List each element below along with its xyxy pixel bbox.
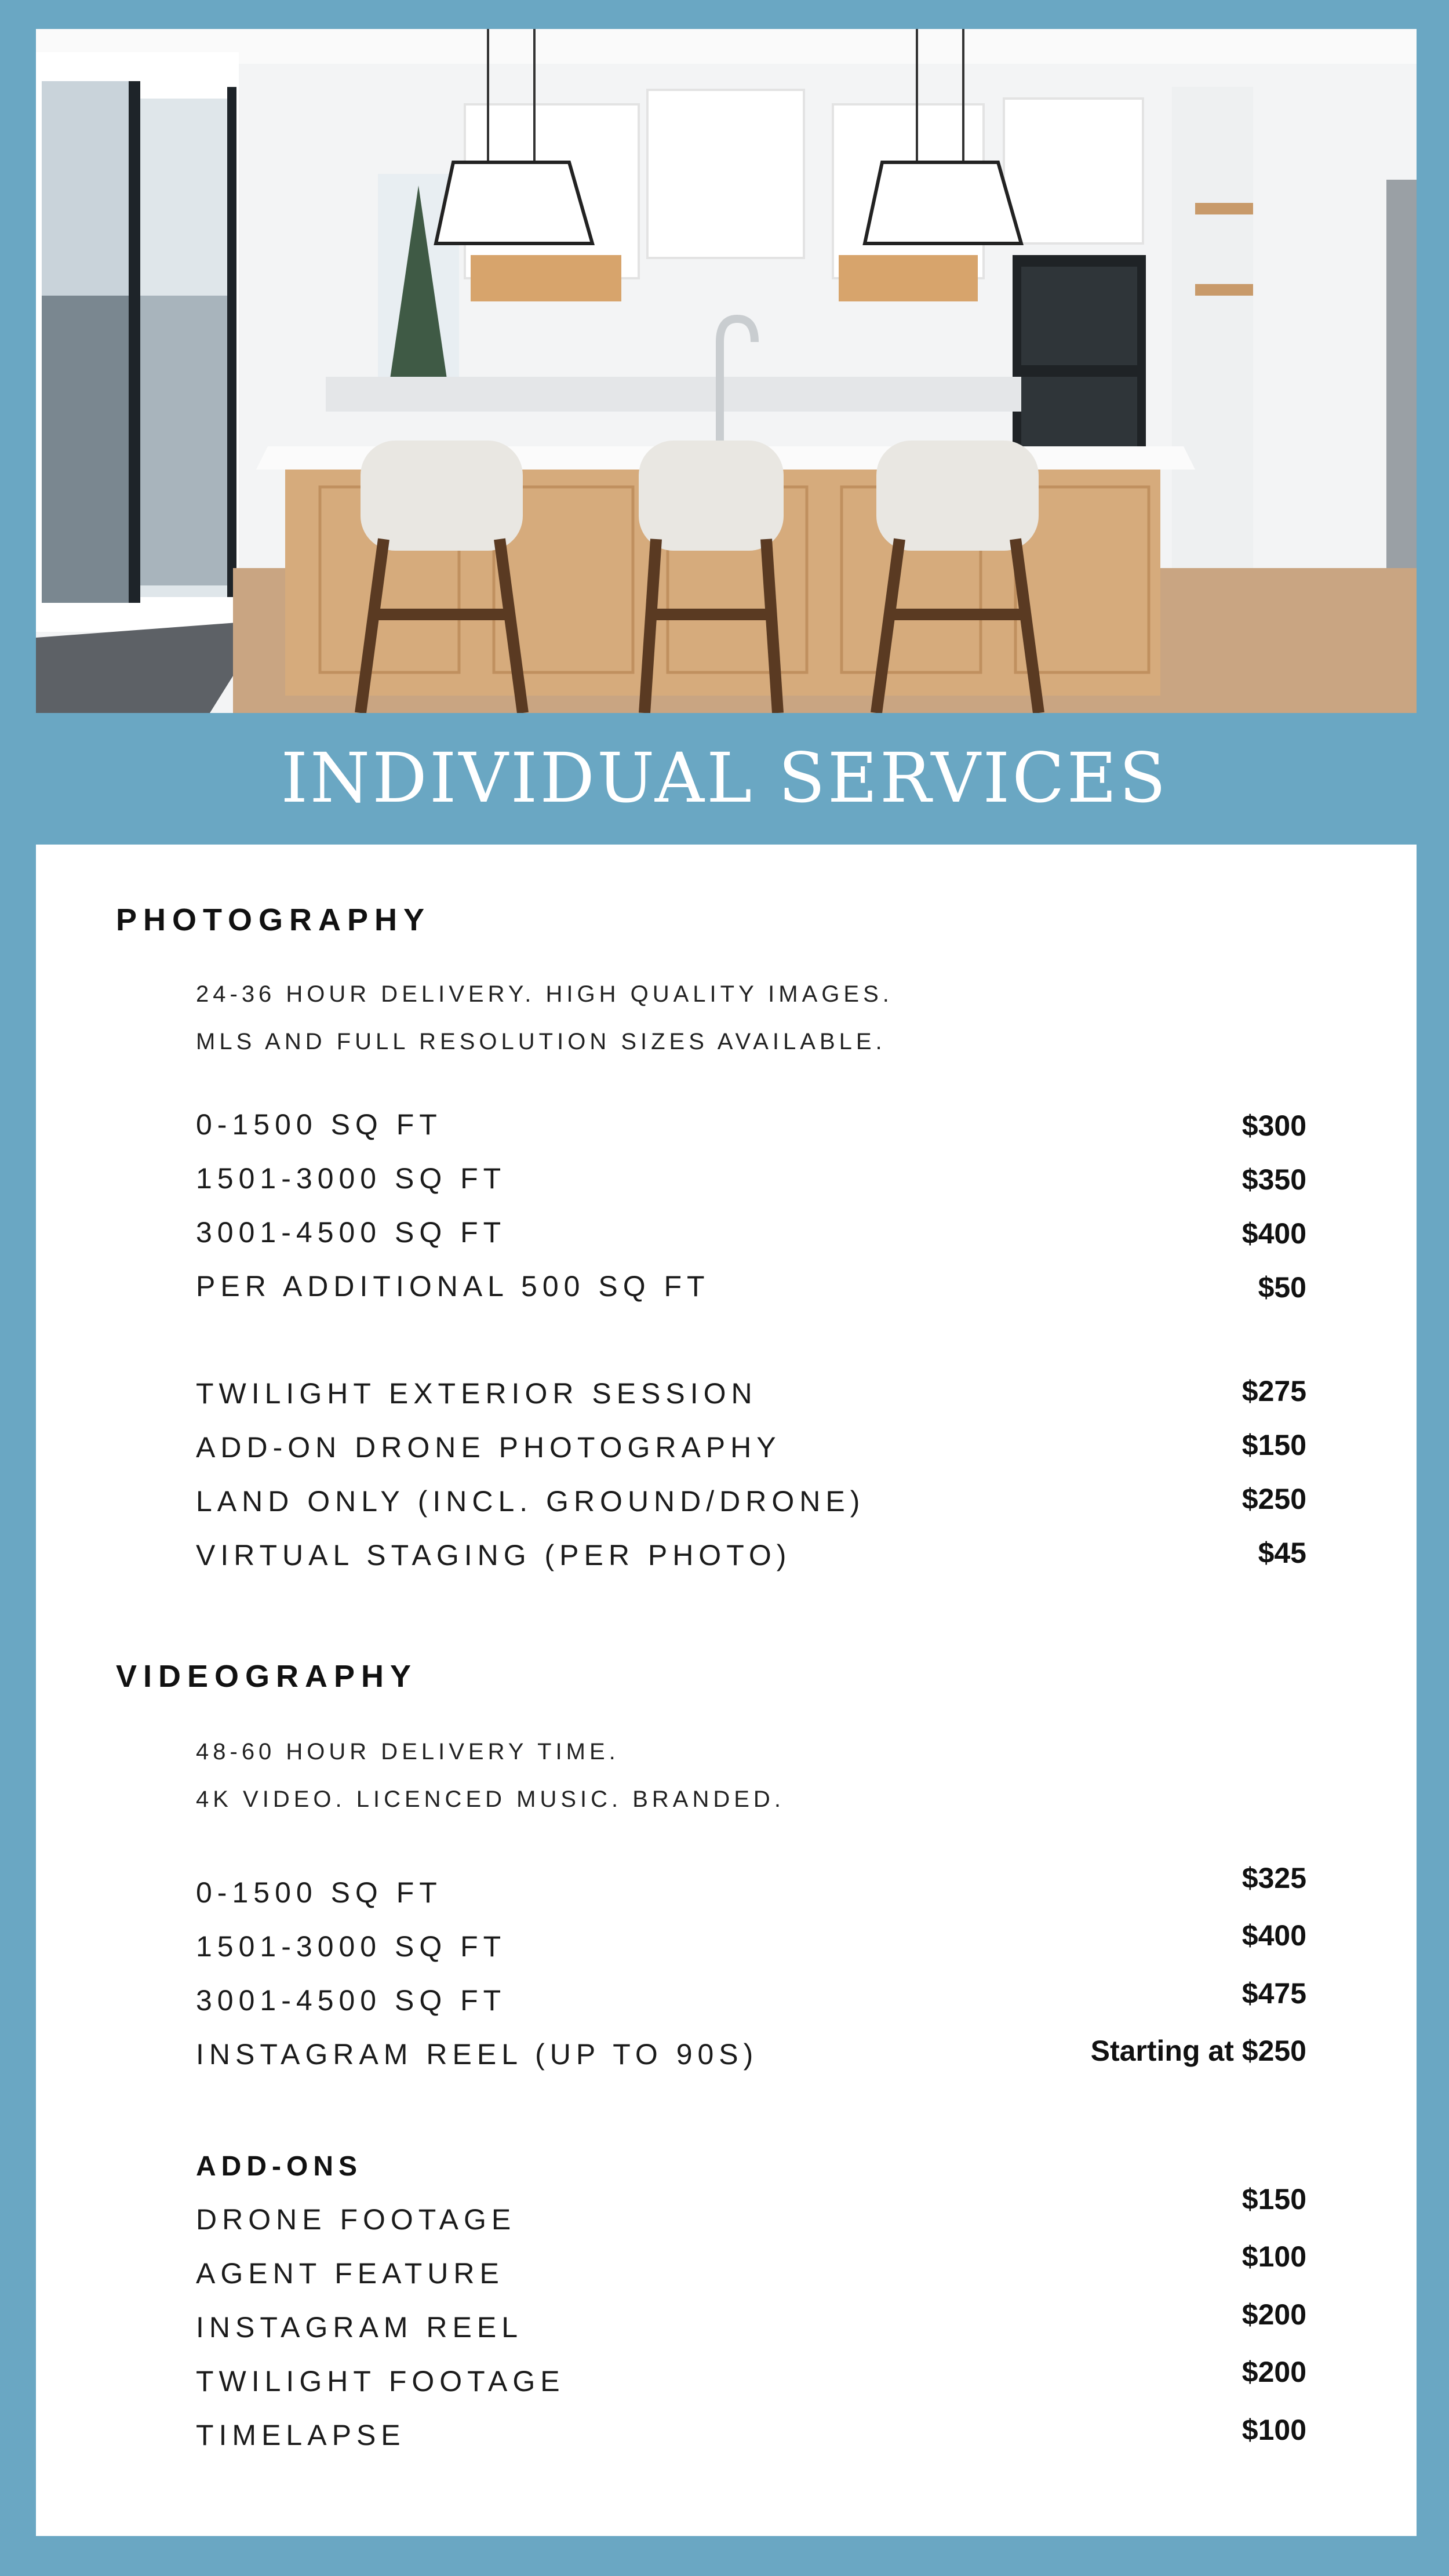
addon-label: INSTAGRAM REEL — [196, 2311, 523, 2344]
photography-desc-line2: MLS AND FULL RESOLUTION SIZES AVAILABLE. — [196, 1029, 886, 1054]
video-tier-label: INSTAGRAM REEL (UP TO 90S) — [196, 2038, 759, 2071]
photo-tier-label: 1501-3000 SQ FT — [196, 1162, 507, 1195]
photo-extra-price: $150 — [1242, 1429, 1306, 1461]
photo-tier-price: $50 — [1258, 1271, 1306, 1304]
kitchen-illustration — [36, 29, 1417, 713]
addon-price: $200 — [1242, 2298, 1306, 2331]
photo-extra-price: $275 — [1242, 1375, 1306, 1407]
photo-tier-price: $350 — [1242, 1163, 1306, 1196]
addon-price: $100 — [1242, 2414, 1306, 2446]
photo-extra-label: LAND ONLY (INCL. GROUND/DRONE) — [196, 1485, 865, 1518]
addon-label: AGENT FEATURE — [196, 2257, 504, 2290]
videography-desc-line1: 48-60 HOUR DELIVERY TIME. — [196, 1739, 620, 1764]
addon-label: TWILIGHT FOOTAGE — [196, 2365, 565, 2397]
photography-heading: PHOTOGRAPHY — [116, 903, 431, 937]
video-tier-price: $475 — [1242, 1977, 1306, 2010]
photo-extra-price: $250 — [1242, 1483, 1306, 1515]
addon-price: $150 — [1242, 2183, 1306, 2215]
addon-label: TIMELAPSE — [196, 2419, 406, 2451]
addons-heading: ADD-ONS — [196, 2151, 362, 2182]
video-tier-price: Starting at $250 — [1090, 2035, 1306, 2067]
addon-price: $100 — [1242, 2240, 1306, 2273]
photography-desc-line1: 24-36 HOUR DELIVERY. HIGH QUALITY IMAGES. — [196, 981, 893, 1007]
page-title: INDIVIDUAL SERVICES — [281, 738, 1168, 818]
photo-extra-price: $45 — [1258, 1537, 1306, 1569]
photo-tier-price: $400 — [1242, 1217, 1306, 1250]
video-tier-price: $325 — [1242, 1862, 1306, 1894]
photo-tier-label: 0-1500 SQ FT — [196, 1108, 442, 1141]
addon-price: $200 — [1242, 2356, 1306, 2388]
photo-tier-price: $300 — [1242, 1109, 1306, 1142]
videography-desc-line2: 4K VIDEO. LICENCED MUSIC. BRANDED. — [196, 1787, 785, 1812]
video-tier-price: $400 — [1242, 1919, 1306, 1952]
photo-tier-label: 3001-4500 SQ FT — [196, 1216, 507, 1249]
videography-heading: VIDEOGRAPHY — [116, 1659, 418, 1694]
video-tier-label: 3001-4500 SQ FT — [196, 1984, 507, 2017]
video-tier-label: 1501-3000 SQ FT — [196, 1930, 507, 1963]
hero-kitchen-photo — [36, 29, 1417, 713]
addon-label: DRONE FOOTAGE — [196, 2203, 516, 2236]
price-list-panel — [36, 845, 1417, 2536]
photo-extra-label: VIRTUAL STAGING (PER PHOTO) — [196, 1539, 792, 1571]
photo-tier-label: PER ADDITIONAL 500 SQ FT — [196, 1270, 710, 1302]
video-tier-label: 0-1500 SQ FT — [196, 1876, 442, 1909]
photo-extra-label: ADD-ON DRONE PHOTOGRAPHY — [196, 1431, 781, 1464]
photo-extra-label: TWILIGHT EXTERIOR SESSION — [196, 1377, 758, 1410]
